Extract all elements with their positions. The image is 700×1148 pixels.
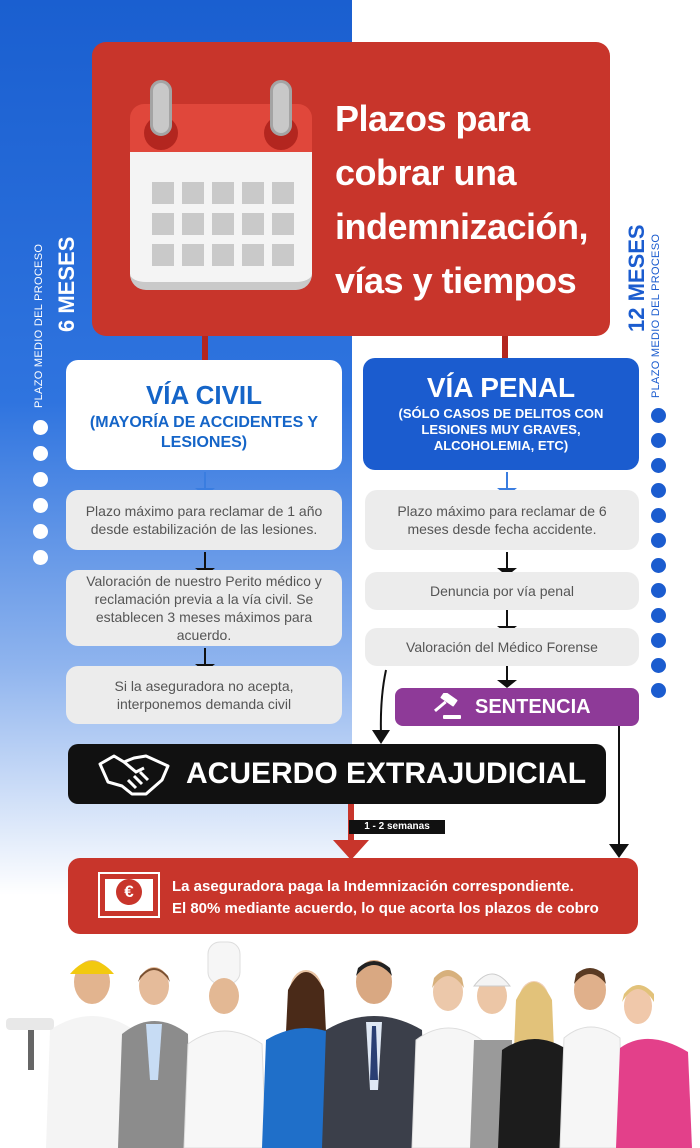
payment-line-1: La aseguradora paga la Indemnización correspondiente. xyxy=(172,878,574,895)
verdict-to-payment-arrowhead xyxy=(609,844,629,858)
person-worker xyxy=(6,960,138,1148)
penal-step-1: Plazo máximo para reclamar de 6 meses desde fecha accidente. xyxy=(365,490,639,550)
payment-line-2: El 80% mediante acuerdo, lo que acorta los plazos de cobro xyxy=(172,900,599,917)
civil-route-subtitle: (MAYORÍA DE ACCIDENTES Y LESIONES) xyxy=(89,414,319,451)
penal-step-2: Denuncia por vía penal xyxy=(365,572,639,610)
person-businesswoman xyxy=(118,967,190,1148)
left-process-caption: PLAZO MEDIO DEL PROCESO xyxy=(33,243,45,408)
verdict-label: SENTENCIA xyxy=(475,695,591,718)
out-of-court-agreement-box xyxy=(68,744,606,804)
civil-step-1: Plazo máximo para reclamar de 1 año desde estabilización de las lesiones. xyxy=(66,490,342,550)
penal-route-subtitle: (SÓLO CASOS DE DELITOS CON LESIONES MUY GRAVES, ALCOHOLEMIA, ETC) xyxy=(398,406,604,453)
professionals-group-illustration xyxy=(0,940,700,1148)
penal-step-3: Valoración del Médico Forense xyxy=(365,628,639,666)
gavel-icon xyxy=(429,693,463,721)
agreement-label: ACUERDO EXTRAJUDICIAL xyxy=(186,757,587,790)
civil-route-title: VÍA CIVIL xyxy=(145,380,263,410)
euro-bill-icon xyxy=(98,872,160,918)
handshake-icon xyxy=(98,750,170,798)
calendar-icon xyxy=(130,80,312,292)
euro-symbol: € xyxy=(116,879,142,905)
person-male-doctor xyxy=(560,968,622,1148)
header-connector-right xyxy=(502,336,508,358)
right-timeline-dots xyxy=(651,408,666,698)
person-chef xyxy=(184,942,266,1148)
penal-arrow-4 xyxy=(496,666,518,688)
penal-to-agreement-arrow xyxy=(368,668,398,746)
left-duration-label: 6 MESES xyxy=(54,236,79,332)
verdict-to-payment-line xyxy=(618,726,620,848)
time-tag: 1 - 2 semanas xyxy=(349,820,445,834)
right-duration-label: 12 MESES xyxy=(624,224,649,332)
verdict-box xyxy=(395,688,639,726)
civil-route-header xyxy=(66,360,342,470)
header-connector-left xyxy=(202,336,208,360)
payment-box xyxy=(68,858,638,934)
person-fitness-woman xyxy=(616,985,692,1148)
civil-step-3: Si la aseguradora no acepta, interponemos demanda civil xyxy=(66,666,342,724)
agreement-to-payment-arrowhead xyxy=(333,840,369,860)
left-timeline-dots xyxy=(33,420,48,565)
penal-route-title: VÍA PENAL xyxy=(426,372,576,403)
right-process-caption: PLAZO MEDIO DEL PROCESO xyxy=(650,233,662,398)
civil-step-2: Valoración de nuestro Perito médico y reclamación previa a la vía civil. Se establecen 3 meses máximos para acuerdo. xyxy=(66,570,342,646)
person-businessman xyxy=(322,960,426,1148)
page-title: Plazos para cobrar una indemnización, vías y tiempos xyxy=(335,98,589,301)
penal-route-header xyxy=(363,358,639,470)
